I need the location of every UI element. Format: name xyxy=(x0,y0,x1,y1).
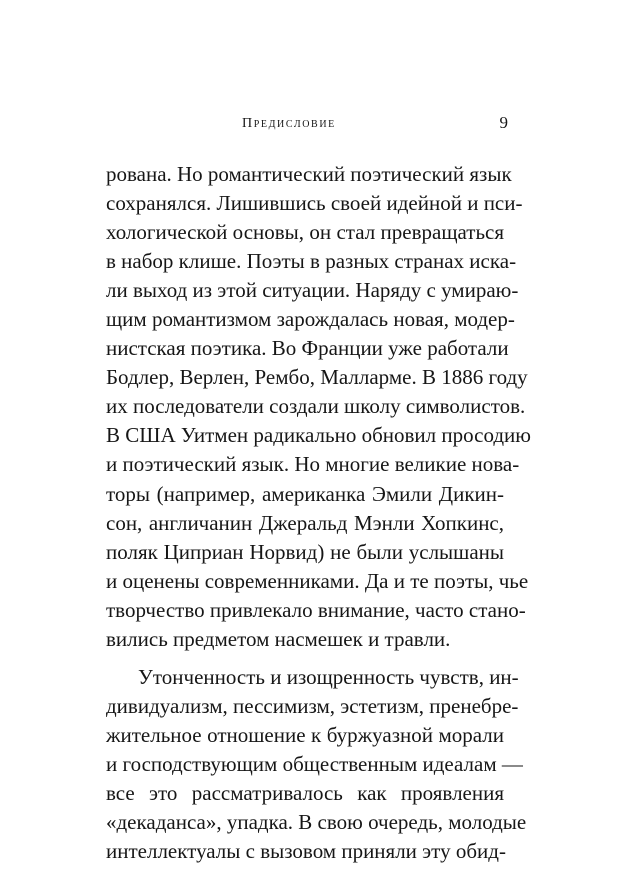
text-line: Утонченность и изощренность чувств, ин- xyxy=(138,664,519,689)
text-line: и оценены современниками. Да и те поэты, чье xyxy=(106,568,529,593)
text-line: их последователи создали школу символистов. xyxy=(106,394,526,419)
text-line: Бодлер, Верлен, Рембо, Малларме. В 1886 году xyxy=(106,365,528,390)
text-line: В США Уитмен радикально обновил просодию xyxy=(106,423,531,448)
text-line: в набор клише. Поэты в разных странах иска- xyxy=(106,249,517,274)
text-line: «декаданса», упадка. В свою очередь, молодые xyxy=(106,810,527,835)
text-line: торы (например, американка Эмили Дикин- xyxy=(106,481,504,506)
text-line: рована. Но романтический поэтический язык xyxy=(106,162,512,186)
text-line: дивидуализм, пессимизм, эстетизм, пренебре- xyxy=(106,693,519,718)
text-line: жительное отношение к буржуазной морали xyxy=(106,722,504,747)
paragraph-2 xyxy=(106,663,527,866)
text-line: и поэтический язык. Но многие великие нова- xyxy=(106,452,520,477)
text-line: сон, англичанин Джеральд Мэнли Хопкинс, xyxy=(106,510,504,535)
page-number: 9 xyxy=(499,113,508,132)
text-line: ли выход из этой ситуации. Наряду с умираю- xyxy=(106,278,519,303)
text-line: сохранялся. Лишившись своей идейной и пси- xyxy=(106,191,523,216)
paragraph-1 xyxy=(106,160,531,654)
text-line: творчество привлекало внимание, часто стано- xyxy=(106,597,526,622)
text-line: и господствующим общественным идеалам — xyxy=(106,751,523,776)
text-line: вились предметом насмешек и травли. xyxy=(106,626,451,651)
paragraph-gap xyxy=(106,654,504,663)
text-line: все это рассматривалось как проявления xyxy=(106,780,504,805)
text-line: хологической основы, он стал превращаться xyxy=(106,220,504,245)
body-text xyxy=(106,160,531,866)
text-line: нистская поэтика. Во Франции уже работали xyxy=(106,336,509,361)
text-line: поляк Циприан Норвид) не были услышаны xyxy=(106,539,504,564)
text-line: щим романтизмом зарождалась новая, модер- xyxy=(106,307,515,332)
text-line: интеллектуалы с вызовом приняли эту обид- xyxy=(106,839,506,864)
running-title: Предисловие xyxy=(242,116,336,131)
